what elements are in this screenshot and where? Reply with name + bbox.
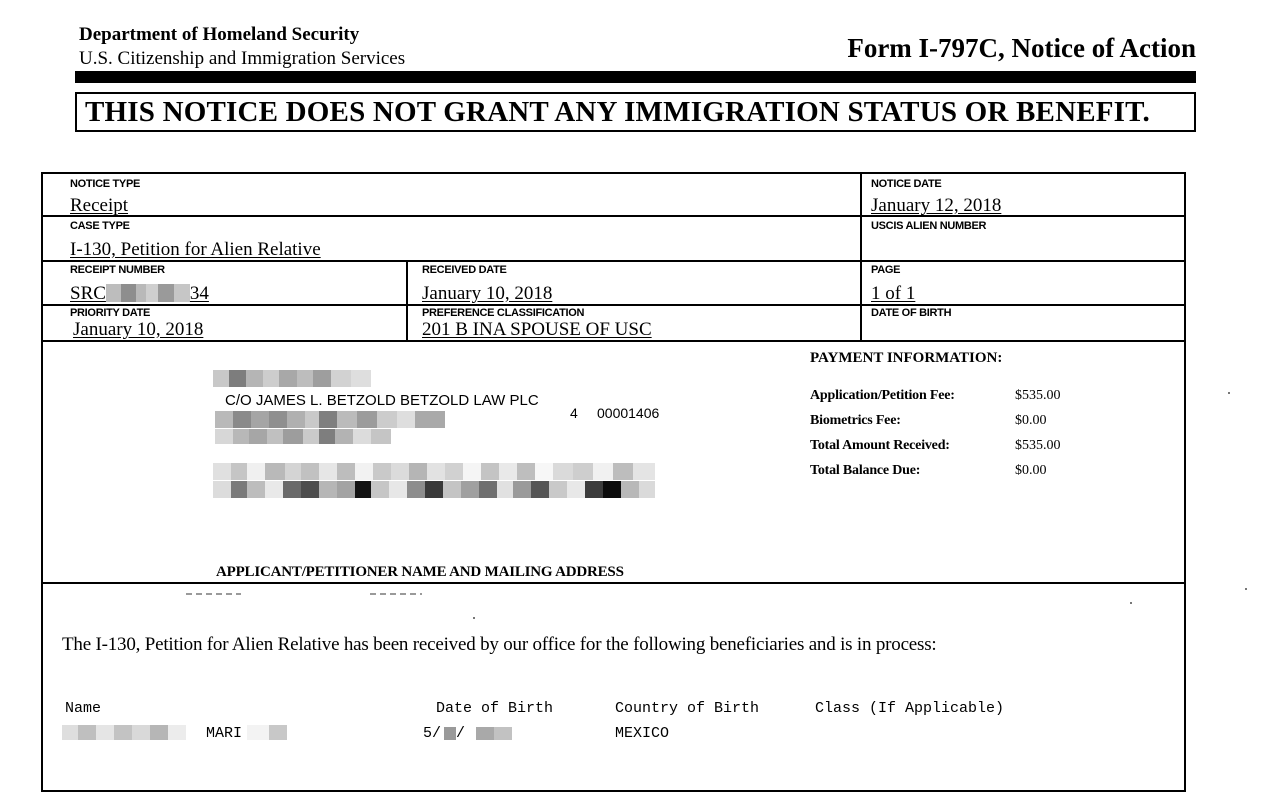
col-header-country: Country of Birth <box>615 700 760 717</box>
redacted-beneficiary-name-end <box>247 725 287 740</box>
redacted-street-line-2 <box>215 429 391 444</box>
balance-due-value: $0.00 <box>1015 463 1047 478</box>
case-type-label: CASE TYPE <box>70 220 130 232</box>
case-type-value: I-130, Petition for Alien Relative <box>70 239 321 260</box>
beneficiary-name-partial: MARI <box>206 725 243 742</box>
balance-due-label: Total Balance Due: <box>810 463 921 478</box>
page-value: 1 of 1 <box>871 283 916 304</box>
redacted-zip-line <box>213 481 655 498</box>
care-of-line: C/O JAMES L. BETZOLD BETZOLD LAW PLC <box>225 392 539 409</box>
barcode-suffix: 4 <box>570 405 578 421</box>
receipt-number-value <box>70 284 209 304</box>
receipt-redaction <box>106 284 190 302</box>
department-name: Department of Homeland Security <box>79 24 360 45</box>
mailing-address-caption: APPLICANT/PETITIONER NAME AND MAILING ADDRESS <box>216 564 624 580</box>
total-received-label: Total Amount Received: <box>810 438 950 453</box>
row-divider <box>43 340 1184 342</box>
total-received-value: $535.00 <box>1015 438 1061 453</box>
col-divider <box>406 260 408 341</box>
received-date-value: January 10, 2018 <box>422 283 553 304</box>
scan-speck <box>1245 588 1247 590</box>
notice-type-label: NOTICE TYPE <box>70 178 141 190</box>
payment-info-title: PAYMENT INFORMATION: <box>810 350 1003 366</box>
application-fee-label: Application/Petition Fee: <box>810 388 955 403</box>
alien-number-label: USCIS ALIEN NUMBER <box>871 220 987 232</box>
disclaimer-text: THIS NOTICE DOES NOT GRANT ANY IMMIGRATION STATUS OR BENEFIT. <box>85 96 1150 128</box>
priority-date-label: PRIORITY DATE <box>70 307 151 319</box>
application-fee-value: $535.00 <box>1015 388 1061 403</box>
agency-name: U.S. Citizenship and Immigration Services <box>79 48 406 69</box>
receipt-suffix: 34 <box>189 283 209 304</box>
barcode-number: 00001406 <box>597 405 660 421</box>
scan-artifact <box>186 593 241 595</box>
form-title: Form I-797C, Notice of Action <box>847 33 1196 63</box>
redacted-city-line <box>213 463 655 480</box>
redacted-name-line <box>213 370 371 387</box>
notice-date-label: NOTICE DATE <box>871 178 942 190</box>
biometrics-fee-label: Biometrics Fee: <box>810 413 901 428</box>
row-divider <box>43 260 1184 262</box>
beneficiary-country: MEXICO <box>615 725 670 742</box>
notice-type-value: Receipt <box>70 195 129 216</box>
redacted-street-line <box>215 411 445 428</box>
col-divider <box>860 174 862 341</box>
row-divider <box>43 215 1184 217</box>
received-date-label: RECEIVED DATE <box>422 264 507 276</box>
header-rule <box>75 71 1196 83</box>
col-header-name: Name <box>65 700 102 717</box>
scan-speck <box>1130 602 1132 604</box>
disclaimer-banner <box>75 92 1196 132</box>
receipt-number-label: RECEIPT NUMBER <box>70 264 165 276</box>
biometrics-fee-value: $0.00 <box>1015 413 1047 428</box>
redacted-beneficiary-name <box>62 725 186 740</box>
scan-artifact <box>370 593 422 595</box>
notice-form <box>41 172 1186 792</box>
date-of-birth-label: DATE OF BIRTH <box>871 307 952 319</box>
redacted-dob-day <box>444 727 456 740</box>
dob-separator: / <box>456 725 466 742</box>
preference-classification-value: 201 B INA SPOUSE OF USC <box>422 319 652 340</box>
page-label: PAGE <box>871 264 901 276</box>
col-header-dob: Date of Birth <box>436 700 554 717</box>
notice-date-value: January 12, 2018 <box>871 195 1002 216</box>
receipt-statement: The I-130, Petition for Alien Relative has been received by our office for the following beneficiaries and is in process: <box>62 634 937 655</box>
receipt-prefix: SRC <box>70 283 106 304</box>
preference-classification-label: PREFERENCE CLASSIFICATION <box>422 307 585 319</box>
section-divider <box>43 582 1184 584</box>
scan-speck <box>1228 392 1230 394</box>
beneficiary-dob-partial: 5/ <box>423 725 442 742</box>
priority-date-value: January 10, 2018 <box>73 319 204 340</box>
redacted-dob-year <box>476 727 512 740</box>
scan-speck <box>473 617 475 619</box>
col-header-class: Class (If Applicable) <box>815 700 1005 717</box>
row-divider <box>43 304 1184 306</box>
